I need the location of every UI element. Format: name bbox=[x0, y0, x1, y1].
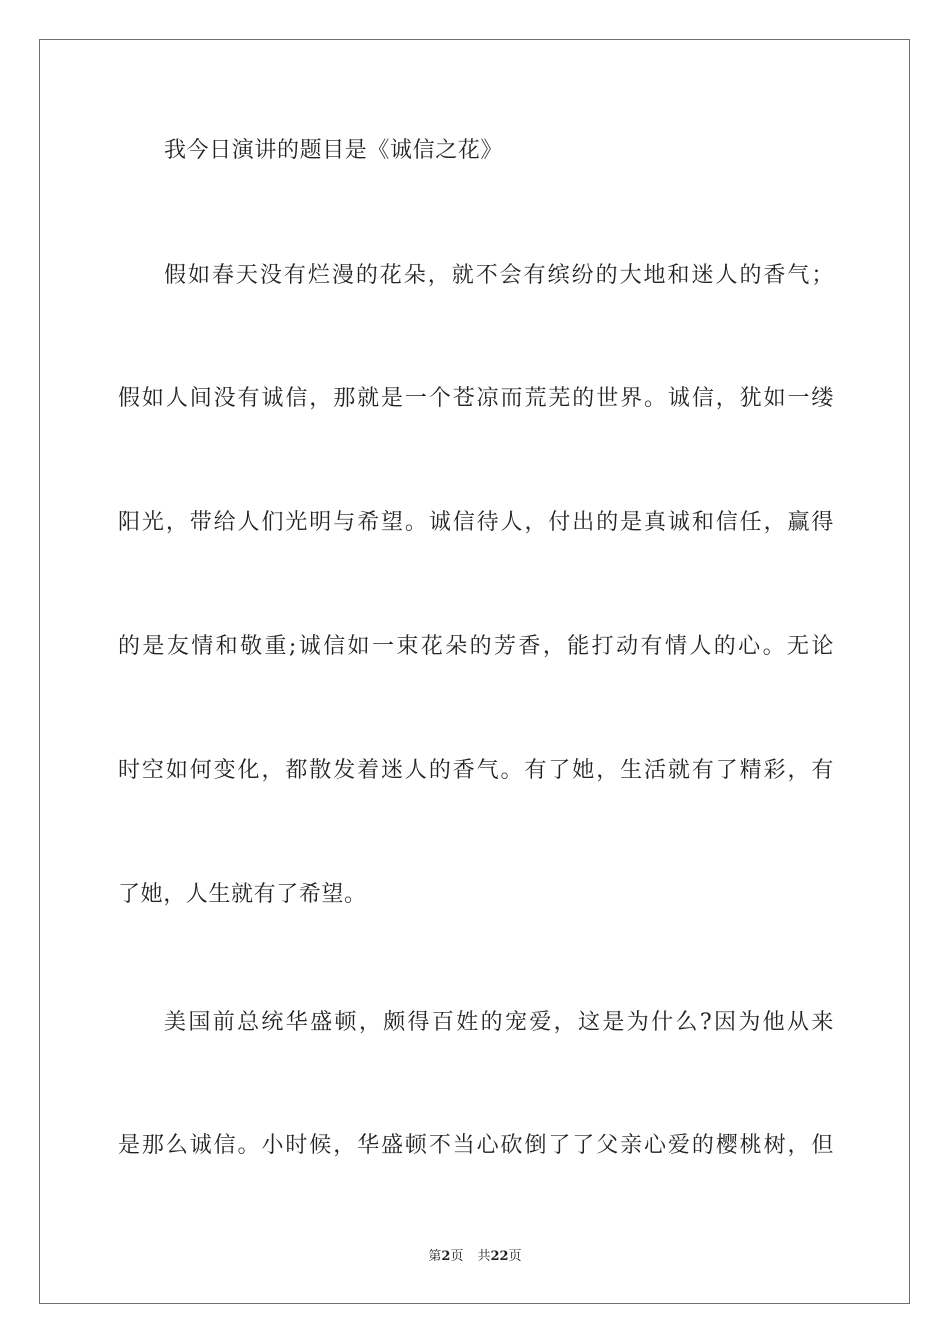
page-footer bbox=[0, 1248, 950, 1266]
page-number: 2 bbox=[441, 1249, 451, 1264]
body-line: 假如春天没有烂漫的花朵，就不会有缤纷的大地和迷人的香气； bbox=[164, 263, 834, 288]
body-line: 假如人间没有诚信，那就是一个苍凉而荒芜的世界。诚信，犹如一缕 bbox=[118, 386, 834, 411]
total-pages: 22 bbox=[490, 1249, 509, 1264]
body-line: 阳光，带给人们光明与希望。诚信待人，付出的是真诚和信任，赢得 bbox=[118, 510, 834, 535]
body-line: 时空如何变化，都散发着迷人的香气。有了她，生活就有了精彩，有 bbox=[118, 758, 834, 783]
body-line: 的是友情和敬重;诚信如一束花朵的芳香，能打动有情人的心。无论 bbox=[118, 634, 834, 659]
body-line: 是那么诚信。小时候，华盛顿不当心砍倒了了父亲心爱的樱桃树，但 bbox=[118, 1133, 834, 1158]
body-line: 美国前总统华盛顿，颇得百姓的宠爱，这是为什么?因为他从来 bbox=[164, 1010, 834, 1035]
page-border bbox=[39, 39, 910, 1304]
total-suffix: 页 bbox=[508, 1249, 522, 1264]
page-suffix: 页 bbox=[450, 1249, 464, 1264]
body-line: 了她，人生就有了希望。 bbox=[118, 882, 367, 907]
speech-title-line: 我今日演讲的题目是《诚信之花》 bbox=[164, 138, 504, 163]
total-prefix: 共 bbox=[477, 1249, 491, 1264]
page-prefix: 第 bbox=[428, 1249, 442, 1264]
